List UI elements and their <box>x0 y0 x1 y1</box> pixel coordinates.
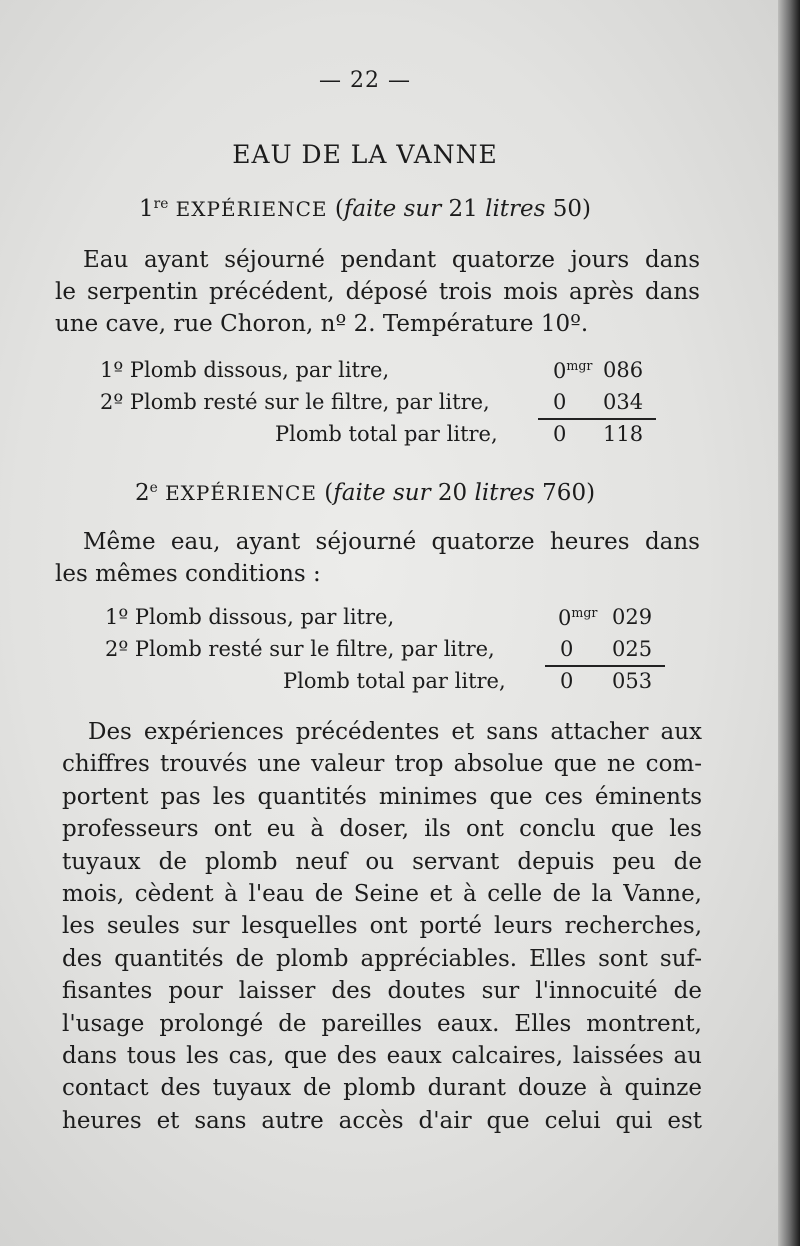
exp1-row-2-decimal: 034 <box>603 390 644 414</box>
experiment-2-paragraph <box>55 526 700 590</box>
exp2-row-2-decimal: 025 <box>612 637 653 661</box>
exp2-row-2-label: 2º Plomb resté sur le filtre, par litre, <box>105 637 495 661</box>
conclusion-line-13: heures et sans autre accès d'air que celui qui est <box>62 1107 702 1134</box>
experiment-1-paragraph <box>55 244 700 340</box>
exp1-row-total <box>275 422 498 452</box>
exp2-row-total-label: Plomb total par litre, <box>283 669 506 693</box>
conclusion-line-7: les seules sur lesquelles ont porté leurs recherches, <box>62 913 702 940</box>
section-title: EAU DE LA VANNE <box>232 140 498 169</box>
exp2-note-number-b: 760) <box>542 480 596 506</box>
exp1-note-open: ( <box>334 196 344 222</box>
experiment-1-heading <box>0 196 730 222</box>
page-number: — 22 — <box>319 68 411 93</box>
exp1-line-2: le serpentin précédent, déposé trois mois après dans <box>55 279 700 305</box>
exp2-row-total-decimal: 053 <box>612 669 653 693</box>
exp2-ordinal-suffix: e <box>149 480 158 496</box>
exp1-row-total-value: 0 <box>553 422 567 446</box>
exp1-row-1-value: $0^{mgr}$ <box>553 358 593 383</box>
exp2-note-number: 20 <box>437 480 468 506</box>
exp1-label: EXPÉRIENCE <box>175 197 328 221</box>
conclusion-line-10: l'usage prolongé de pareilles eaux. Elles montrent, <box>62 1010 702 1037</box>
exp1-row-2-value: 0 <box>553 390 567 414</box>
exp2-row-2-value: 0 <box>560 637 574 661</box>
exp2-note-a: faite sur <box>333 480 431 506</box>
conclusion-line-5: tuyaux de plomb neuf ou servant depuis peu de <box>62 848 702 875</box>
conclusion-line-1: Des expériences précédentes et sans attacher aux <box>88 719 702 745</box>
conclusion-line-6: mois, cèdent à l'eau de Seine et à celle de la Vanne, <box>62 881 702 908</box>
exp1-row-total-label: Plomb total par litre, <box>275 422 498 446</box>
exp2-line-1: Même eau, ayant séjourné quatorze heures dans <box>83 529 700 555</box>
exp2-sum-rule <box>545 665 665 667</box>
conclusion-line-3: portent pas les quantités minimes que ces éminents <box>62 783 702 810</box>
exp1-ordinal-suffix: re <box>153 196 169 212</box>
conclusion-line-8: des quantités de plomb appréciables. Elles sont suf- <box>62 945 702 972</box>
exp2-ordinal: 2 <box>134 480 150 506</box>
exp1-ordinal: 1 <box>138 196 154 222</box>
conclusion-paragraph <box>62 716 702 1137</box>
exp2-row-total <box>283 669 506 699</box>
book-spine-shadow <box>778 0 800 1246</box>
conclusion-line-12: contact des tuyaux de plomb durant douze à quinze <box>62 1075 702 1102</box>
exp2-row-total-value: 0 <box>560 669 574 693</box>
exp1-note-b: litres <box>485 196 546 222</box>
conclusion-line-9: fisantes pour laisser des doutes sur l'innocuité de <box>62 978 702 1005</box>
exp2-note-open: ( <box>324 480 334 506</box>
exp1-row-1-decimal: 086 <box>603 358 644 382</box>
exp1-note-number: 21 <box>448 196 478 222</box>
conclusion-line-4: professeurs ont eu à doser, ils ont conclu que les <box>62 816 702 843</box>
exp1-row-total-decimal: 118 <box>603 422 644 446</box>
exp2-note-b: litres <box>474 480 535 506</box>
exp2-row-1-value: $0^{mgr}$ <box>558 605 598 630</box>
exp2-row-1-decimal: 029 <box>612 605 653 629</box>
exp1-line-3: une cave, rue Choron, nº 2. Température 10º. <box>55 311 589 337</box>
exp2-line-2: les mêmes conditions : <box>55 561 321 587</box>
exp1-row-2-label: 2º Plomb resté sur le filtre, par litre, <box>100 390 490 414</box>
exp1-line-1: Eau ayant séjourné pendant quatorze jours dans <box>83 247 700 273</box>
exp1-sum-rule <box>538 418 656 420</box>
exp1-note-number-b: 50) <box>552 196 592 222</box>
exp1-row-1-label: 1º Plomb dissous, par litre, <box>100 358 390 382</box>
experiment-2-heading <box>0 480 730 506</box>
conclusion-line-2: chiffres trouvés une valeur trop absolue que ne com- <box>62 751 702 778</box>
exp1-note-a: faite sur <box>343 196 442 222</box>
exp2-row-1-label: 1º Plomb dissous, par litre, <box>105 605 395 629</box>
conclusion-line-11: dans tous les cas, que des eaux calcaires, laissées au <box>62 1043 702 1070</box>
exp2-label: EXPÉRIENCE <box>165 481 317 505</box>
